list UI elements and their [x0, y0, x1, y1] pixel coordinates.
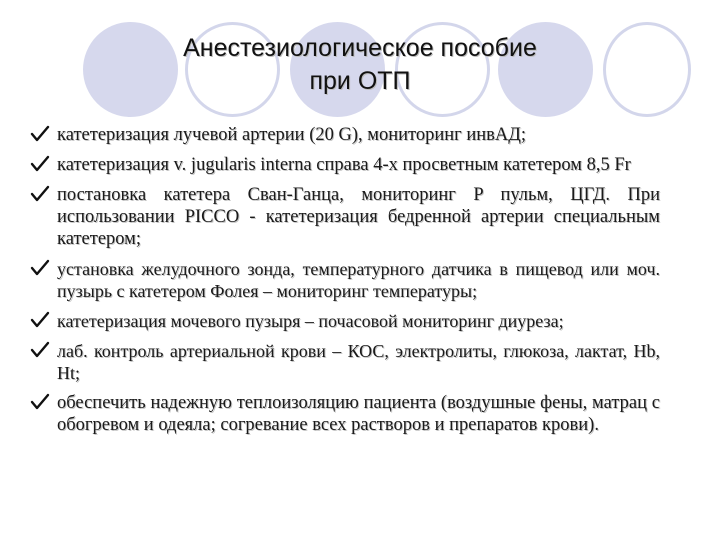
bullet-text: катетеризация лучевой артерии (20 G), мониторинг инвАД;: [57, 125, 527, 145]
bullet-text: постановка катетера Сван-Ганца, мониторинг P пульм, ЦГД. При использовании PICCO - катетеризация бедренной артерии специальным катетером;: [57, 185, 660, 249]
bullet-item: [30, 340, 660, 384]
bullet-text: установка желудочного зонда, температурного датчика в пищевод или моч. пузырь с катетером Фолея – мониторинг температуры;: [57, 259, 660, 301]
checkmark-icon: [30, 154, 50, 174]
checkmark-icon: [30, 124, 50, 144]
bullet-text: катетеризация мочевого пузыря – почасовой мониторинг диуреза;: [57, 311, 564, 331]
title-line-1: Анестезиологическое пособие: [183, 34, 537, 62]
checkmark-icon: [30, 392, 50, 412]
bullet-item: [30, 154, 660, 176]
bullet-item: [30, 258, 660, 302]
bullet-text: лаб. контроль артериальной крови – КОС, электролиты, глюкоза, лактат, Hb, Ht;: [57, 341, 660, 383]
bullet-item: [30, 392, 660, 436]
checkmark-icon: [30, 258, 50, 278]
bullet-text: катетеризация v. jugularis interna справа 4-х просветным катетером 8,5 Fr: [57, 155, 631, 175]
bullet-item: [30, 124, 660, 146]
checkmark-icon: [30, 184, 50, 204]
slide-title: [0, 32, 720, 98]
checkmark-icon: [30, 340, 50, 360]
bullet-item: [30, 184, 660, 250]
bullet-text: обеспечить надежную теплоизоляцию пациента (воздушные фены, матрац с обогревом и одеяла; согревание всех растворов и препаратов крови).: [57, 393, 660, 435]
title-line-2: при ОТП: [309, 67, 411, 95]
checkmark-icon: [30, 310, 50, 330]
bullet-item: [30, 310, 660, 332]
bullet-list: [30, 124, 660, 444]
